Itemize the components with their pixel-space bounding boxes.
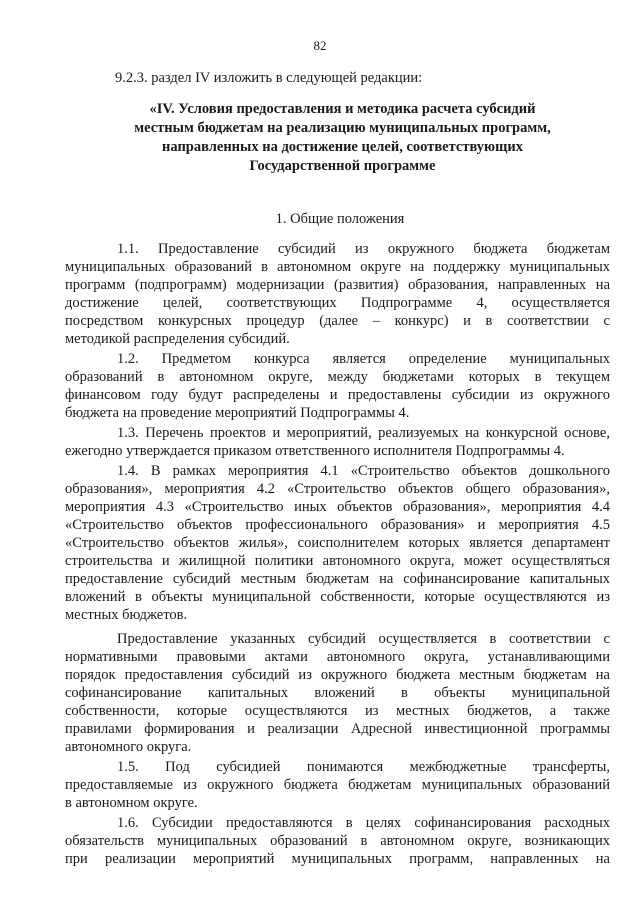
- paragraph: [65, 814, 610, 868]
- subsection-heading: 1. Общие положения: [275, 211, 405, 227]
- paragraph-line: «Строительство объектов профессионального образования» и мероприятия 4.5: [65, 517, 610, 533]
- paragraph-line: 1.6. Субсидии предоставляются в целях софинансирования расходных: [117, 815, 610, 831]
- section-title: [60, 100, 625, 176]
- paragraph: [65, 240, 610, 348]
- paragraph-line: собственности, которые осуществляются из местных бюджетов, а также: [65, 703, 610, 719]
- paragraph-line: предоставляемые из окружного бюджета бюджетам муниципальных образований: [65, 777, 610, 793]
- document-body: [65, 240, 610, 868]
- paragraph: [65, 424, 610, 460]
- section-title-line: направленных на достижение целей, соответствующих: [162, 139, 523, 155]
- paragraph-line: достижение целей, соответствующих Подпрограмме 4, осуществляется: [65, 295, 610, 311]
- paragraph-line: 1.2. Предметом конкурса является определение муниципальных: [117, 351, 610, 367]
- paragraph-line: посредством конкурсных процедур (далее – конкурс) и в соответствии с: [65, 313, 610, 329]
- amendment-line: 9.2.3. раздел IV изложить в следующей редакции:: [115, 70, 423, 86]
- paragraph-line: образований в автономном округе, между бюджетами которых в текущем: [65, 369, 610, 385]
- paragraph-line: «Строительство объектов жилья», соисполнителем которых является департамент: [65, 535, 610, 551]
- paragraph-line: при реализации мероприятий муниципальных программ, направленных на: [65, 851, 610, 867]
- page-number: 82: [313, 38, 327, 53]
- paragraph: [65, 630, 610, 756]
- paragraph: [65, 758, 610, 812]
- paragraph-line: 1.5. Под субсидией понимаются межбюджетные трансферты,: [117, 759, 610, 775]
- section-title-line: Государственной программе: [249, 158, 436, 174]
- paragraph: [65, 350, 610, 422]
- paragraph-line: 1.4. В рамках мероприятия 4.1 «Строительство объектов дошкольного: [117, 463, 610, 479]
- paragraph-line: ежегодно утверждается приказом ответственного исполнителя Подпрограммы 4.: [65, 443, 565, 459]
- paragraph-line: обязательств муниципальных образований в автономном округе, возникающих: [65, 833, 610, 849]
- paragraph-line: 1.3. Перечень проектов и мероприятий, реализуемых на конкурсной основе,: [117, 425, 610, 441]
- paragraph-line: методикой распределения субсидий.: [65, 331, 290, 347]
- section-title-line: местным бюджетам на реализацию муниципальных программ,: [134, 120, 551, 136]
- paragraph-line: Предоставление указанных субсидий осуществляется в соответствии с: [117, 631, 610, 647]
- paragraph-line: бюджета на проведение мероприятий Подпрограммы 4.: [65, 405, 410, 421]
- paragraph-line: предоставление субсидий местным бюджетам на софинансирование капитальных: [65, 571, 610, 587]
- paragraph-line: 1.1. Предоставление субсидий из окружного бюджета бюджетам: [117, 241, 610, 257]
- paragraph-line: софинансирование капитальных вложений в объекты муниципальной: [65, 685, 610, 701]
- paragraph: [65, 462, 610, 624]
- paragraph-line: автономного округа.: [65, 739, 192, 755]
- paragraph-line: программ (подпрограмм) модернизации (развития) образования, направленных на: [65, 277, 610, 293]
- paragraph-line: муниципальных образований в автономном округе на поддержку муниципальных: [65, 259, 610, 275]
- paragraph-line: местных бюджетов.: [65, 607, 188, 623]
- paragraph-line: вложений в объекты муниципальной собственности, которые осуществляются из: [65, 589, 610, 605]
- paragraph-line: строительства и жилищной политики автономного округа, может осуществляться: [65, 553, 610, 569]
- section-title-line: «IV. Условия предоставления и методика расчета субсидий: [149, 101, 536, 117]
- paragraph-line: финансовом году будут распределены и предоставлены субсидии из окружного: [65, 387, 610, 403]
- paragraph-line: образования», мероприятия 4.2 «Строительство объектов общего образования»,: [65, 481, 610, 497]
- paragraph-line: мероприятия 4.3 «Строительство иных объектов образования», мероприятия 4.4: [65, 499, 610, 515]
- paragraph-line: порядок предоставления субсидий из окружного бюджета местным бюджетам на: [65, 667, 610, 683]
- paragraph-line: в автономном округе.: [65, 795, 198, 811]
- paragraph-line: нормативными правовыми актами автономного округа, устанавливающими: [65, 649, 610, 665]
- paragraph-line: правилами формирования и реализации Адресной инвестиционной программы: [65, 721, 610, 737]
